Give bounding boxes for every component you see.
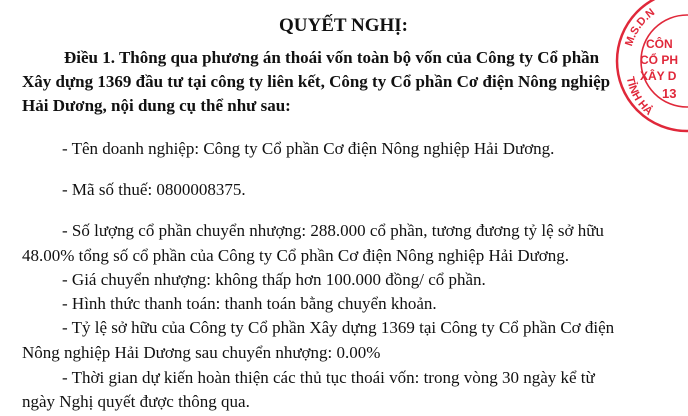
stamp-inner-line-4: 13 — [662, 86, 677, 101]
stamp-inner-line-1: CÔN — [646, 37, 673, 51]
ownership-item-line-1: - Tỷ lệ sở hữu của Công ty Cổ phần Xây dựng 1369 tại Công ty Cổ phần Cơ điện — [62, 318, 615, 337]
timeline-item-line-1: - Thời gian dự kiến hoàn thiện các thủ tục thoái vốn: trong vòng 30 ngày kể từ — [62, 368, 595, 387]
ownership-item-line-2: Nông nghiệp Hải Dương sau chuyển nhượng: 0.00% — [22, 343, 381, 362]
company-name-item: - Tên doanh nghiệp: Công ty Cổ phần Cơ điện Nông nghiệp Hải Dương. — [62, 139, 555, 158]
company-seal-stamp — [612, 0, 688, 136]
stamp-inner-line-3: XÂY D — [640, 69, 677, 83]
stamp-inner-line-2: CỔ PH — [640, 53, 679, 67]
price-item: - Giá chuyển nhượng: không thấp hơn 100.000 đồng/ cổ phần. — [62, 270, 486, 289]
article-1-line-3: Hải Dương, nội dung cụ thể như sau: — [22, 96, 291, 115]
timeline-item-line-2: ngày Nghị quyết được thông qua. — [22, 392, 250, 411]
stamp-outer-bottom-text: TỈNH HẢ — [623, 75, 655, 118]
document-title: QUYẾT NGHỊ: — [279, 15, 408, 36]
shares-item-line-2: 48.00% tổng số cổ phần của Công ty Cổ phần Cơ điện Nông nghiệp Hải Dương. — [22, 246, 570, 265]
stamp-outer-top-text: M.S.D.N — [623, 6, 658, 48]
tax-code-item: - Mã số thuế: 0800008375. — [62, 180, 246, 199]
article-1-line-1: Điều 1. Thông qua phương án thoái vốn toàn bộ vốn của Công ty Cổ phần — [64, 48, 600, 67]
article-1-line-2: Xây dựng 1369 đầu tư tại công ty liên kết, Công ty Cổ phần Cơ điện Nông nghiệp — [22, 72, 611, 91]
payment-item: - Hình thức thanh toán: thanh toán bằng chuyển khoản. — [62, 294, 437, 313]
shares-item-line-1: - Số lượng cổ phần chuyển nhượng: 288.000 cổ phần, tương đương tỷ lệ sở hữu — [62, 221, 604, 240]
